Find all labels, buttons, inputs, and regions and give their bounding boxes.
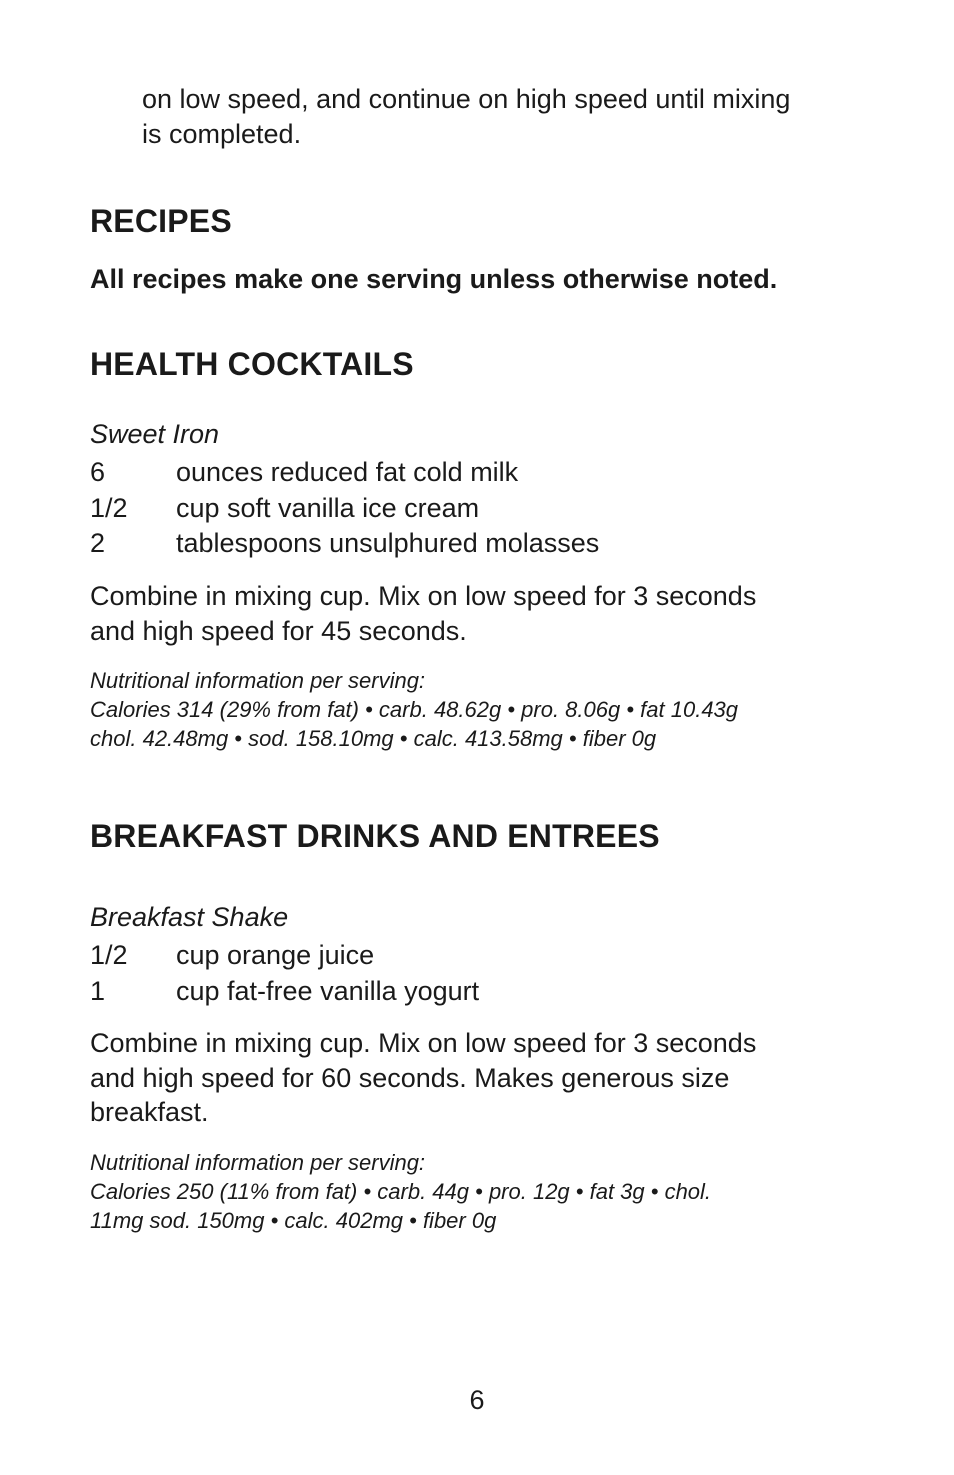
ingredient-item: tablespoons unsulphured molasses [176,528,600,558]
ingredient-qty: 1/2 [90,940,128,970]
ingredient-qty: 1/2 [90,492,128,523]
nutrition-line: chol. 42.48mg • sod. 158.10mg • calc. 413.58mg • fiber 0g [90,726,657,751]
ingredient-row [90,526,599,562]
directions-line: Combine in mixing cup. Mix on low speed for 3 seconds [90,1028,757,1058]
continuation-text [142,82,882,152]
nutrition-info-sweet-iron [90,666,850,753]
nutrition-line: Nutritional information per serving: [90,1150,426,1175]
section-heading-health-cocktails: HEALTH COCKTAILS [90,346,414,382]
nutrition-line: Calories 314 (29% from fat) • carb. 48.62g • pro. 8.06g • fat 10.43g [90,697,739,722]
continuation-line-2: is completed. [142,119,302,149]
ingredient-item: cup orange juice [176,940,375,970]
ingredient-qty: 1 [90,975,106,1006]
recipe-title-breakfast-shake: Breakfast Shake [90,902,289,932]
nutrition-line: Nutritional information per serving: [90,668,426,693]
ingredient-row [90,938,479,974]
directions-sweet-iron [90,579,850,648]
recipes-heading: RECIPES [90,203,232,239]
ingredient-row [90,491,599,527]
ingredient-row [90,974,479,1010]
recipes-note: All recipes make one serving unless otherwise noted. [90,264,778,294]
nutrition-line: Calories 250 (11% from fat) • carb. 44g • pro. 12g • fat 3g • chol. [90,1179,712,1204]
ingredient-qty: 2 [90,528,106,558]
directions-line: Combine in mixing cup. Mix on low speed for 3 seconds [90,581,757,611]
directions-breakfast-shake [90,1026,850,1130]
page-number: 6 [469,1385,485,1415]
ingredient-qty: 6 [90,457,106,487]
directions-line: breakfast. [90,1097,209,1127]
nutrition-line: 11mg sod. 150mg • calc. 402mg • fiber 0g [90,1208,497,1233]
ingredient-row [90,455,599,491]
recipe-title-sweet-iron: Sweet Iron [90,419,220,449]
section-heading-breakfast-drinks: BREAKFAST DRINKS AND ENTREES [90,818,660,854]
directions-line: and high speed for 60 seconds. Makes generous size [90,1062,730,1093]
ingredient-list-sweet-iron [90,455,599,562]
ingredient-item: cup soft vanilla ice cream [176,492,480,523]
ingredient-list-breakfast-shake [90,938,479,1009]
ingredient-item: cup fat-free vanilla yogurt [176,975,480,1006]
ingredient-item: ounces reduced fat cold milk [176,457,519,487]
nutrition-info-breakfast-shake [90,1148,850,1235]
directions-line: and high speed for 45 seconds. [90,615,467,646]
continuation-line-1: on low speed, and continue on high speed until mixing [142,84,791,114]
